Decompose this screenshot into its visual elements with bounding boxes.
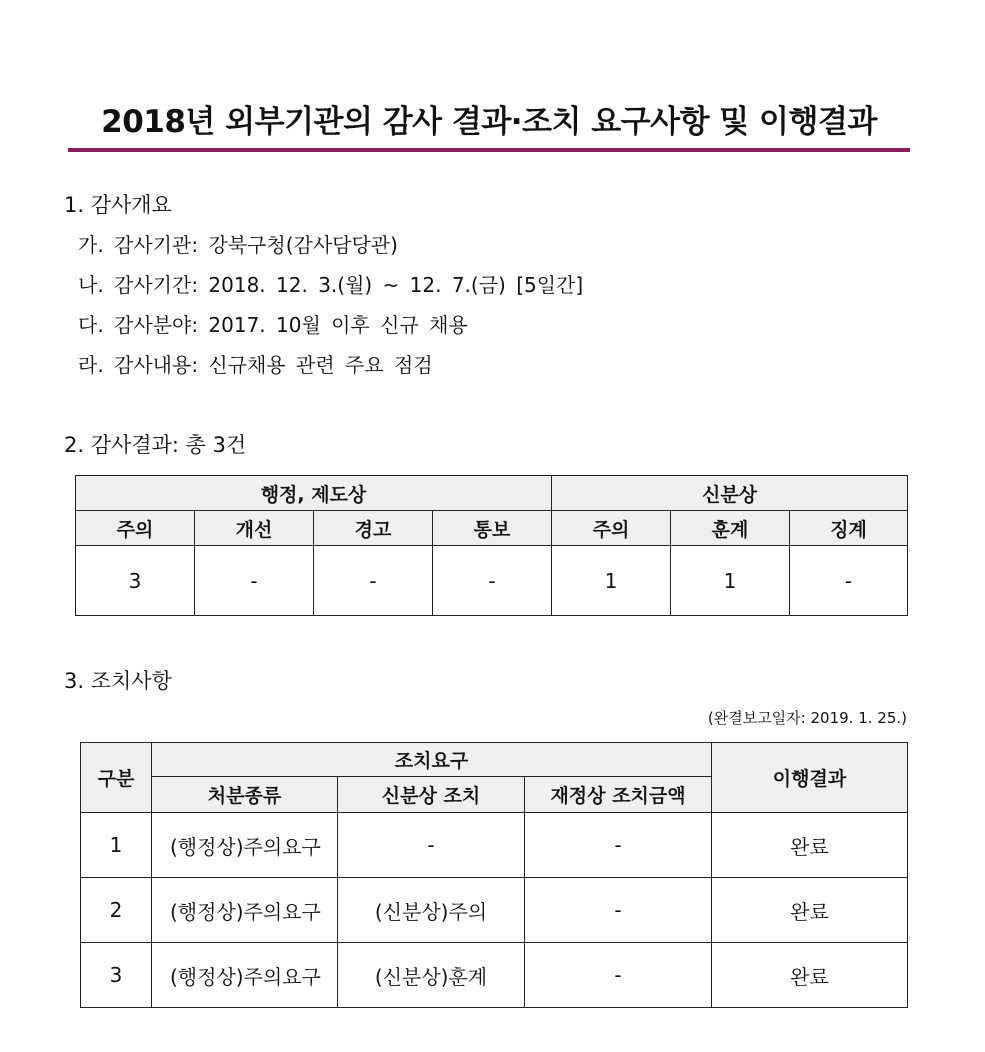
overview-item-period: 나. 감사기간: 2018. 12. 3.(월) ~ 12. 7.(금) [5일간]: [78, 273, 584, 297]
column-header: 재정상 조치금액: [525, 777, 712, 813]
disposition-type: (행정상)주의요구: [152, 943, 338, 1008]
table-row: [81, 943, 908, 1008]
financial-action: -: [525, 878, 712, 943]
table-cell: -: [195, 546, 314, 616]
completion-report-date: (완결보고일자: 2019. 1. 25.): [707, 709, 907, 727]
table-row: [76, 546, 908, 616]
section1-heading: 1. 감사개요: [64, 193, 172, 217]
table-cell: 1: [671, 546, 790, 616]
section2-heading: 2. 감사결과: 총 3건: [64, 433, 247, 457]
column-header: 경고: [314, 511, 433, 546]
table-cell: -: [433, 546, 552, 616]
personal-action: (신분상)주의: [338, 878, 525, 943]
group-header-personal: 신분상: [552, 476, 908, 511]
overview-item-content: 라. 감사내용: 신규채용 관련 주요 점검: [78, 353, 433, 377]
column-header: 주의: [552, 511, 671, 546]
action-table: [80, 742, 908, 1008]
column-header: 주의: [76, 511, 195, 546]
table-row: [81, 878, 908, 943]
group-header-administrative: 행정, 제도상: [76, 476, 552, 511]
table-cell: -: [314, 546, 433, 616]
group-header-action-request: 조치요구: [152, 743, 712, 777]
column-header: 개선: [195, 511, 314, 546]
result-status: 완료: [712, 878, 908, 943]
personal-action: -: [338, 813, 525, 878]
disposition-type: (행정상)주의요구: [152, 878, 338, 943]
table-cell: 1: [552, 546, 671, 616]
table-row: [81, 813, 908, 878]
table-cell: -: [790, 546, 908, 616]
audit-result-table: [75, 475, 908, 616]
column-header-result: 이행결과: [712, 743, 908, 813]
result-status: 완료: [712, 813, 908, 878]
result-status: 완료: [712, 943, 908, 1008]
column-header-category: 구분: [81, 743, 152, 813]
page-title: 2018년 외부기관의 감사 결과·조치 요구사항 및 이행결과: [101, 104, 877, 140]
overview-item-field: 다. 감사분야: 2017. 10월 이후 신규 채용: [78, 313, 468, 337]
column-header: 징계: [790, 511, 908, 546]
row-number: 1: [81, 813, 152, 878]
column-header: 처분종류: [152, 777, 338, 813]
disposition-type: (행정상)주의요구: [152, 813, 338, 878]
title-underline: [68, 148, 910, 152]
column-header: 통보: [433, 511, 552, 546]
financial-action: -: [525, 943, 712, 1008]
section3-heading: 3. 조치사항: [64, 669, 172, 693]
personal-action: (신분상)훈계: [338, 943, 525, 1008]
financial-action: -: [525, 813, 712, 878]
column-header: 신분상 조치: [338, 777, 525, 813]
column-header: 훈계: [671, 511, 790, 546]
overview-item-agency: 가. 감사기관: 강북구청(감사담당관): [78, 233, 398, 257]
row-number: 2: [81, 878, 152, 943]
table-cell: 3: [76, 546, 195, 616]
row-number: 3: [81, 943, 152, 1008]
